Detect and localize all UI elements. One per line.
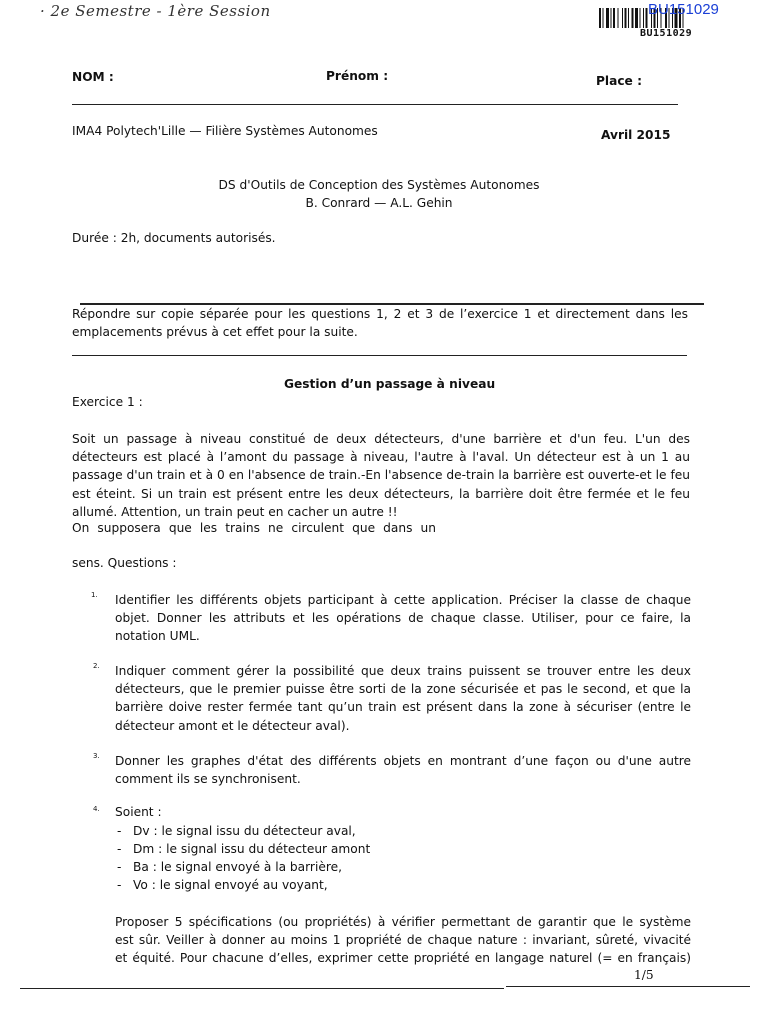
- proposal-line: et équité. Pour chacune d’elles, exprimer cette propriété en langage naturel (= en français): [115, 951, 691, 966]
- question-line: détecteur amont et le détecteur aval).: [115, 718, 350, 733]
- place-label: Place :: [596, 74, 642, 88]
- question-line: Indiquer comment gérer la possibilité que deux trains puissent se trouver entre les deux: [115, 664, 691, 678]
- barcode-number: BU151029: [640, 28, 693, 39]
- intro-line: passage d'un train et à 0 en l'absence de train.-En l'absence de-train la barrière est ouverte-et le feu: [72, 468, 690, 483]
- nom-label: NOM :: [72, 70, 114, 84]
- question-line: détecteurs, que le premier puisse être sorti de la zone sécurisée et pas le second, et que la: [115, 682, 691, 697]
- barcode-bar: [611, 8, 612, 28]
- intro-line: détecteurs est placé à l’amont du passage à niveau, l'autre à l'aval. Un détecteur est à un 1 au: [72, 450, 690, 465]
- notice-bottom-rule: [72, 355, 687, 356]
- notice-line-2: emplacements prévus à cet effet pour la suite.: [72, 325, 358, 339]
- notice-top-rule: [80, 303, 704, 305]
- page-number: 1/5: [634, 968, 654, 982]
- intro-line: est éteint. Si un train est présent entre les deux détecteurs, la barrière doit être fermée et le feu: [72, 486, 690, 501]
- exam-authors: B. Conrard — A.L. Gehin: [305, 196, 453, 210]
- intro-after: sens. Questions :: [72, 556, 177, 570]
- intro-line: On supposera que les trains ne circulent que dans un: [72, 521, 436, 535]
- signal-item: - Vo : le signal envoyé au voyant,: [117, 878, 328, 892]
- question-line: comment ils se synchronisent.: [115, 772, 301, 787]
- question-line: notation UML.: [115, 629, 200, 644]
- question-line: barrière doive rester fermée tant qu’un train est présent dans la zone à sécuriser (entre le: [115, 700, 691, 715]
- barcode-bar: [635, 8, 638, 28]
- barcode-bar: [640, 8, 641, 28]
- exercise-intro: [72, 430, 690, 521]
- barcode-bar: [622, 8, 623, 28]
- proposal-line: est sûr. Veiller à donner au moins 1 propriété de chaque nature : invariant, sûreté, vivacité: [115, 933, 691, 948]
- handwritten-note: · 2e Semestre - 1ère Session: [40, 2, 271, 20]
- barcode-bar: [613, 8, 615, 28]
- question-1: [115, 591, 691, 646]
- barcode-bar: [625, 8, 627, 28]
- question-number: 2.: [93, 662, 100, 670]
- question-line: objet. Donner les attributs et les opérations de chaque classe. Utiliser, pour ce faire, la: [115, 611, 691, 626]
- barcode-bar: [599, 8, 601, 28]
- question-3: [115, 752, 691, 788]
- exam-title: DS d'Outils de Conception des Systèmes Autonomes: [218, 178, 540, 192]
- proposal-line: Proposer 5 spécifications (ou propriétés) à vérifier permettant de garantir que le système: [115, 915, 691, 929]
- footer-rule-right: [506, 986, 750, 987]
- signal-item: - Dv : le signal issu du détecteur aval,: [117, 824, 356, 838]
- question-line: Identifier les différents objets participant à cette application. Préciser la classe de chaque: [115, 593, 691, 607]
- exam-date: Avril 2015: [601, 128, 671, 142]
- question-2: [115, 662, 691, 735]
- exercise-label: Exercice 1 :: [72, 395, 143, 409]
- barcode-bar: [618, 8, 619, 28]
- barcode-overlay-label: BU151029: [648, 1, 719, 18]
- question-number: 4.: [93, 805, 100, 813]
- question-line: Donner les graphes d'état des différents objets en montrant d’une façon ou d'une autre: [115, 754, 691, 768]
- school-label: IMA4 Polytech'Lille — Filière Systèmes Autonomes: [72, 124, 378, 138]
- question-number: 1.: [91, 591, 98, 599]
- barcode-bar: [632, 8, 634, 28]
- question-4-lead: Soient :: [115, 805, 162, 819]
- barcode-bar: [606, 8, 609, 28]
- barcode-bar: [603, 8, 604, 28]
- exam-duration: Durée : 2h, documents autorisés.: [72, 231, 276, 245]
- footer-rule-left: [20, 988, 504, 989]
- notice-line-1: Répondre sur copie séparée pour les questions 1, 2 et 3 de l’exercice 1 et directement dans les: [72, 307, 688, 321]
- prenom-label: Prénom :: [326, 69, 389, 83]
- intro-line: allumé. Attention, un train peut en cacher un autre !!: [72, 504, 398, 519]
- question-4-proposal: [115, 913, 691, 968]
- question-number: 3.: [93, 752, 100, 760]
- barcode-bar: [628, 8, 629, 28]
- intro-line: Soit un passage à niveau constitué de deux détecteurs, d'une barrière et d'un feu. L'un des: [72, 432, 690, 446]
- exercise-heading: Gestion d’un passage à niveau: [284, 377, 496, 391]
- barcode-bar: [643, 8, 644, 28]
- signal-item: - Ba : le signal envoyé à la barrière,: [117, 860, 342, 874]
- signal-item: - Dm : le signal issu du détecteur amont: [117, 842, 371, 856]
- header-divider: [72, 104, 678, 105]
